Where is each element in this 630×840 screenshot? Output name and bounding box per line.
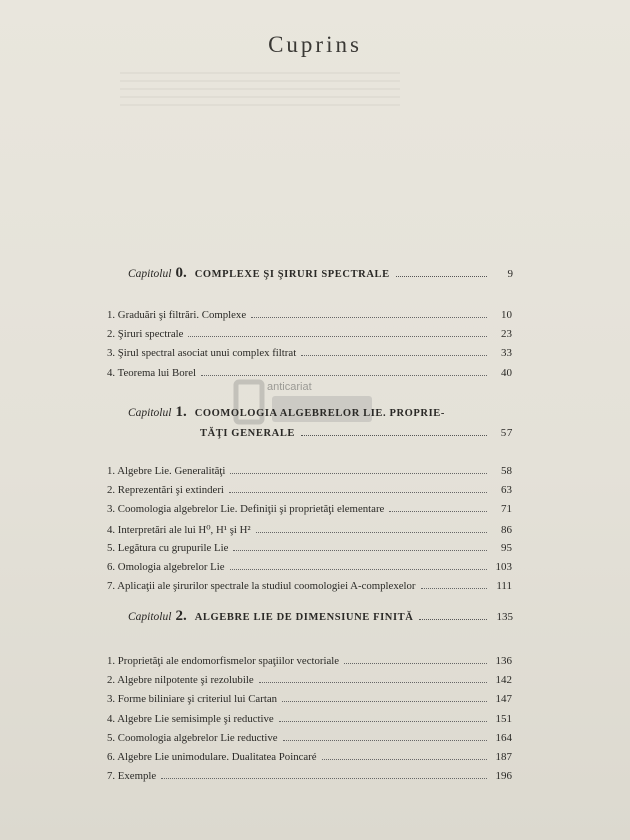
- section-page-number: 23: [501, 328, 512, 341]
- dot-leader: [256, 532, 487, 533]
- dot-leader: [161, 778, 487, 779]
- dot-leader: [188, 336, 487, 337]
- chapter-number: 0.: [175, 265, 187, 281]
- section-title: 7. Exemple: [107, 770, 157, 783]
- section-title: 7. Aplicaţii ale şirurilor spectrale la studiul coomologiei A-complexelor: [107, 580, 416, 593]
- section-title: 3. Forme biliniare şi criteriul lui Cartan: [107, 693, 278, 706]
- dot-leader: [230, 569, 487, 570]
- chapter-title-continued: TĂŢI GENERALE: [200, 428, 296, 439]
- chapter-title: COOMOLOGIA ALGEBRELOR LIE. PROPRIE-: [194, 408, 445, 419]
- dot-leader: [233, 550, 487, 551]
- toc-entry[interactable]: [107, 309, 512, 328]
- dot-leader: [344, 663, 487, 664]
- section-title: 2. Algebre nilpotente şi rezolubile: [107, 674, 254, 687]
- section-page-number: 111: [496, 580, 512, 593]
- toc-entry[interactable]: [107, 713, 512, 732]
- section-title: 1. Graduări şi filtrări. Complexe: [107, 309, 247, 321]
- chapter-title: ALGEBRE LIE DE DIMENSIUNE FINITĂ: [194, 612, 414, 623]
- section-page-number: 136: [495, 655, 512, 667]
- dot-leader: [419, 619, 487, 620]
- section-title: 4. Algebre Lie semisimple şi reductive: [107, 712, 274, 725]
- watermark-text: anticariat: [267, 381, 312, 393]
- dot-leader: [283, 740, 487, 741]
- chapter-page-number: 135: [496, 611, 513, 623]
- dot-leader: [229, 492, 487, 493]
- section-page-number: 63: [501, 484, 512, 497]
- section-page-number: 196: [495, 770, 512, 783]
- toc-entry[interactable]: [107, 484, 512, 503]
- dot-leader: [301, 355, 487, 356]
- dot-leader: [396, 276, 487, 277]
- toc-entry[interactable]: [107, 770, 512, 789]
- section-page-number: 164: [495, 731, 512, 744]
- toc-entry[interactable]: [107, 542, 512, 561]
- chapter-title: COMPLEXE ŞI ŞIRURI SPECTRALE: [194, 269, 390, 280]
- chapter-1-heading: [128, 404, 513, 439]
- chapter-title-row-2: [128, 427, 513, 439]
- section-page-number: 147: [495, 693, 512, 706]
- section-title: 5. Coomologia algebrelor Lie reductive: [107, 731, 278, 744]
- chapter-label: Capitolul: [128, 407, 172, 419]
- toc-entry[interactable]: [107, 523, 512, 542]
- section-page-number: 86: [501, 523, 512, 536]
- section-page-number: 58: [501, 465, 512, 477]
- chapter-number: 1.: [175, 404, 187, 420]
- section-page-number: 71: [501, 503, 512, 516]
- toc-entry[interactable]: [107, 693, 512, 712]
- chapter-label: Capitolul: [128, 268, 172, 280]
- chapter-label: Capitolul: [128, 611, 172, 623]
- chapter-page-number: 57: [500, 427, 513, 439]
- section-page-number: 103: [495, 560, 512, 573]
- chapter-2-heading: [128, 608, 513, 625]
- section-title: 2. Şiruri spectrale: [107, 328, 184, 341]
- dot-leader: [322, 759, 487, 760]
- dot-leader: [389, 511, 487, 512]
- section-title: 3. Şirul spectral asociat unui complex filtrat: [107, 347, 297, 360]
- dot-leader: [230, 473, 487, 474]
- section-page-number: 95: [501, 541, 512, 554]
- dot-leader: [259, 682, 487, 683]
- dot-leader: [201, 375, 487, 376]
- section-title: 4. Interpretări ale lui H⁰, H¹ şi H²: [107, 523, 251, 536]
- toc-entry[interactable]: [107, 655, 512, 674]
- section-title: 5. Legătura cu grupurile Lie: [107, 541, 229, 554]
- page-title: Cuprins: [268, 32, 362, 57]
- section-title: 4. Teorema lui Borel: [107, 366, 196, 379]
- chapter-0-heading: [128, 265, 513, 282]
- section-title: 2. Reprezentări şi extinderi: [107, 484, 224, 497]
- toc-entry[interactable]: [107, 465, 512, 484]
- section-page-number: 10: [501, 309, 512, 321]
- section-title: 1. Algebre Lie. Generalităţi: [107, 465, 226, 477]
- dot-leader: [421, 588, 487, 589]
- dot-leader: [279, 721, 487, 722]
- chapter-title-row: [128, 404, 513, 421]
- toc-entry[interactable]: [107, 561, 512, 580]
- dot-leader: [282, 701, 487, 702]
- chapter-2-sections: [107, 655, 512, 789]
- section-title: 1. Proprietăţi ale endomorfismelor spaţiilor vectoriale: [107, 655, 340, 667]
- chapter-1-sections: [107, 465, 512, 599]
- section-title: 6. Algebre Lie unimodulare. Dualitatea Poincaré: [107, 750, 317, 763]
- toc-entry[interactable]: [107, 580, 512, 599]
- section-title: 3. Coomologia algebrelor Lie. Definiţii şi proprietăţi elementare: [107, 503, 385, 516]
- section-page-number: 33: [501, 347, 512, 360]
- toc-entry[interactable]: [107, 732, 512, 751]
- section-page-number: 142: [495, 674, 512, 687]
- toc-entry[interactable]: [107, 674, 512, 693]
- toc-entry[interactable]: [107, 328, 512, 347]
- toc-entry[interactable]: [107, 347, 512, 366]
- dot-leader: [251, 317, 487, 318]
- chapter-title-block: [128, 404, 513, 439]
- section-page-number: 151: [495, 712, 512, 725]
- toc-entry[interactable]: [107, 751, 512, 770]
- toc-entry[interactable]: [107, 503, 512, 522]
- section-page-number: 40: [501, 366, 512, 379]
- chapter-page-number: 9: [507, 268, 513, 280]
- section-title: 6. Omologia algebrelor Lie: [107, 560, 225, 573]
- chapter-0-sections: [107, 309, 512, 386]
- section-page-number: 187: [495, 750, 512, 763]
- chapter-number: 2.: [175, 608, 187, 624]
- dot-leader: [301, 435, 487, 436]
